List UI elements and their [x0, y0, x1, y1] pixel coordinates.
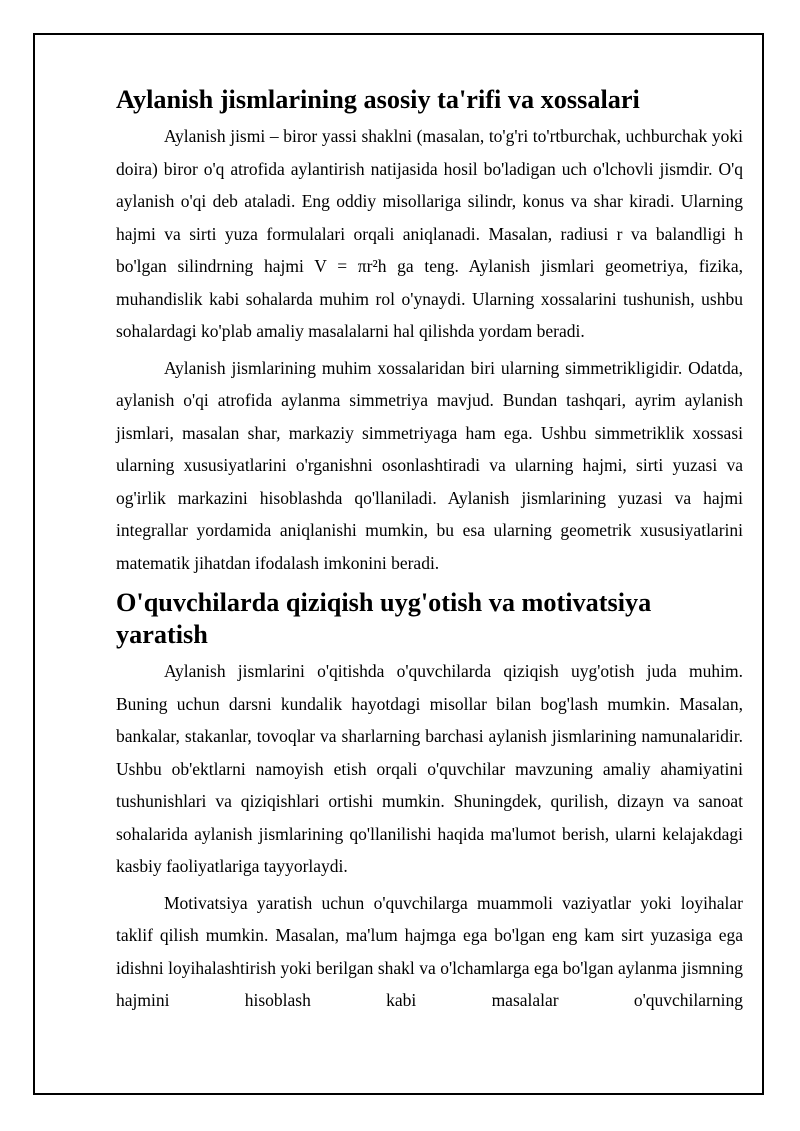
section-heading-definitions: Aylanish jismlarining asosiy ta'rifi va xossalari	[116, 85, 640, 114]
paragraph-interest: Aylanish jismlarini o'qitishda o'quvchilarda qiziqish uyg'otish juda muhim. Buning uchun darsni kundalik hayotdagi misollar bilan bog'lash mumkin. Masalan, bankalar, stakanlar, tovoqlar va sharlarning barchasi aylanish jismlarining namunalaridir. Ushbu ob'ektlarni namoyish etish orqali o'quvchilar mavzuning amaliy ahamiyatini tushunishlari va qiziqishlari ortishi mumkin. Shuningdek, qurilish, dizayn va sanoat sohalarida aylanish jismlarining qo'llanilishi haqida ma'lumot berish, ularni kelajakdagi kasbiy faoliyatlariga tayyorlaydi.	[116, 661, 743, 876]
paragraph-symmetry: Aylanish jismlarining muhim xossalaridan biri ularning simmetrikligidir. Odatda, aylanish o'qi atrofida aylanma simmetriya mavjud. Bundan tashqari, ayrim aylanish jismlari, masalan shar, markaziy simmetriyaga ham ega. Ushbu simmetriklik xossasi ularning xususiyatlarini o'rganishni osonlashtiradi va ularning hajmi, sirti yuzasi va og'irlik markazini hisoblashda qo'llaniladi. Aylanish jismlarining yuzasi va hajmi integrallar yordamida aniqlanishi mumkin, bu esa ularning geometrik xususiyatlarini matematik jihatdan ifodalash imkonini beradi.	[116, 357, 743, 573]
paragraph-motivation: Motivatsiya yaratish uchun o'quvchilarga muammoli vaziyatlar yoki loyihalar taklif qilish mumkin. Masalan, ma'lum hajmga ega bo'lgan eng kam sirt yuzasiga ega idishni loyihalashtirish yoki berilgan shakl va o'lchamlarga ega bo'lgan aylanma jismning hajmini hisoblash kabi masalalar o'quvchilarning	[116, 892, 743, 1010]
section-heading-motivation: O'quvchilarda qiziqish uyg'otish va motivatsiya yaratish	[116, 588, 652, 649]
document-body	[116, 84, 743, 1017]
paragraph-definition: Aylanish jismi – biror yassi shaklni (masalan, to'g'ri to'rtburchak, uchburchak yoki doira) biror o'q atrofida aylantirish natijasida hosil bo'ladigan uch o'lchovli jismdir. O'q aylanish o'qi deb ataladi. Eng oddiy misollariga silindr, konus va shar kiradi. Ularning hajmi va sirti yuza formulalari orqali aniqlanadi. Masalan, radiusi r va balandligi h bo'lgan silindrning hajmi V = πr²h ga teng. Aylanish jismlari geometriya, fizika, muhandislik kabi sohalarda muhim rol o'ynaydi. Ularning xossalarini tushunish, ushbu sohalardagi ko'plab amaliy masalalarni hal qilishda yordam beradi.	[116, 126, 743, 341]
